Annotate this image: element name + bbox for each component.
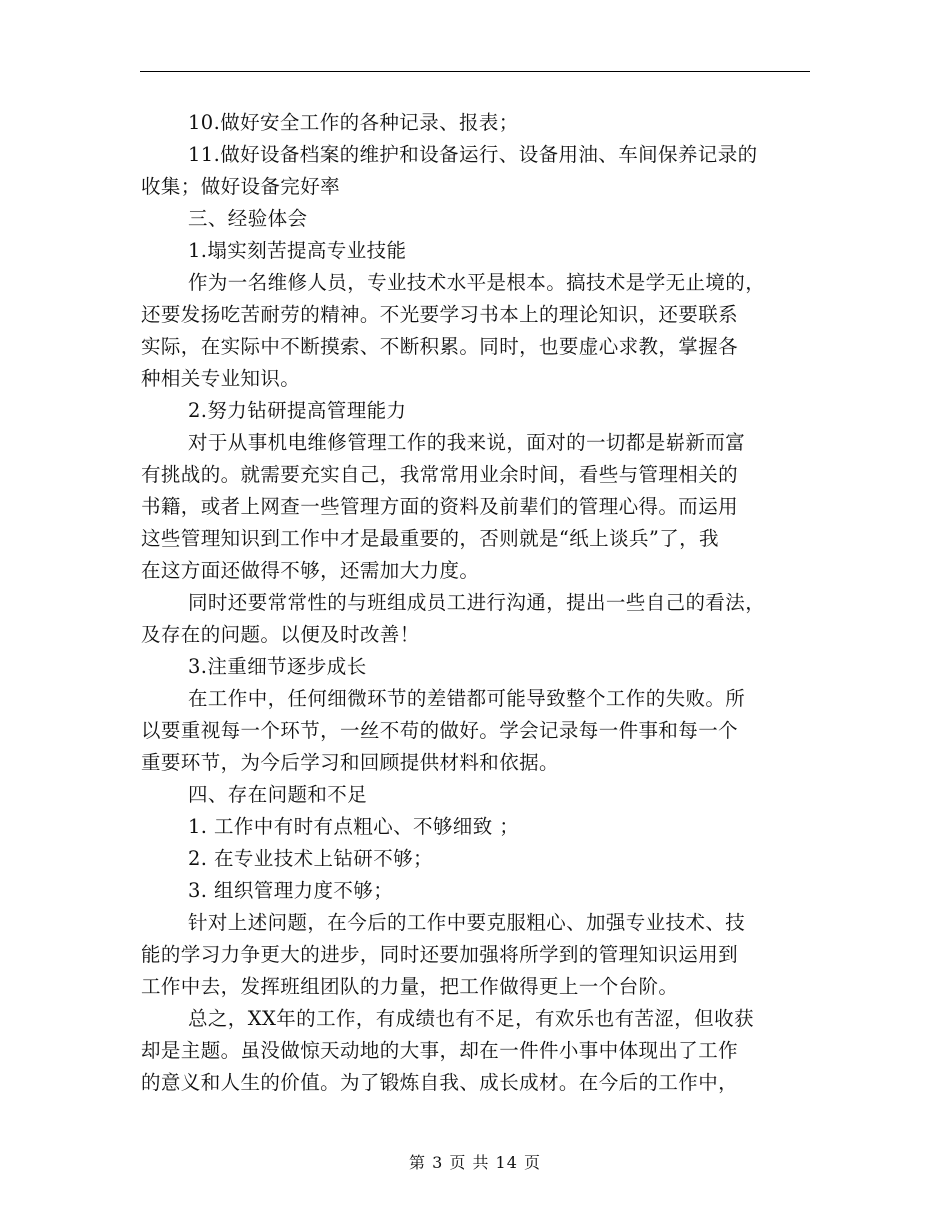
text-line: 收集；做好设备完好率 xyxy=(141,175,341,198)
text-line: 以要重视每一个环节，一丝不苟的做好。学会记录每一件事和每一个 xyxy=(141,719,739,742)
text-line: 能的学习力争更大的进步，同时还要加强将所学到的管理知识运用到 xyxy=(141,943,739,966)
text-line: 1.塌实刻苦提高专业技能 xyxy=(188,239,407,262)
text-line: 10.做好安全工作的各种记录、报表； xyxy=(188,111,519,134)
text-line: 实际，在实际中不断摸索、不断积累。同时，也要虚心求教，掌握各 xyxy=(141,335,739,358)
text-line: 3.注重细节逐步成长 xyxy=(188,655,367,678)
text-line: 11.做好设备档案的维护和设备运行、设备用油、车间保养记录的 xyxy=(188,143,758,166)
text-line: 1. 工作中有时有点粗心、不够细致 ； xyxy=(188,815,520,838)
text-line: 三、经验体会 xyxy=(188,207,308,230)
text-line: 的意义和人生的价值。为了锻炼自我、成长成材。在今后的工作中， xyxy=(141,1071,739,1094)
text-line: 2. 在专业技术上钻研不够； xyxy=(188,847,433,870)
text-line: 种相关专业知识。 xyxy=(141,367,301,390)
text-line: 及存在的问题。以便及时改善！ xyxy=(141,623,420,646)
text-line: 书籍，或者上网查一些管理方面的资料及前辈们的管理心得。而运用 xyxy=(141,495,739,518)
text-line: 工作中去，发挥班组团队的力量，把工作做得更上一个台阶。 xyxy=(141,975,679,998)
text-line: 却是主题。虽没做惊天动地的大事，却在一件件小事中体现出了工作 xyxy=(141,1039,739,1062)
header-divider xyxy=(140,71,810,72)
text-line: 同时还要常常性的与班组成员工进行沟通，提出一些自己的看法， xyxy=(188,591,766,614)
text-line: 对于从事机电维修管理工作的我来说，面对的一切都是崭新而富 xyxy=(188,431,746,454)
text-line: 针对上述问题，在今后的工作中要克服粗心、加强专业技术、技 xyxy=(188,911,746,934)
text-line: 作为一名维修人员，专业技术水平是根本。搞技术是学无止境的， xyxy=(188,271,766,294)
text-line: 有挑战的。就需要充实自己，我常常用业余时间，看些与管理相关的 xyxy=(141,463,739,486)
text-line: 3. 组织管理力度不够； xyxy=(188,879,394,902)
text-line: 总之，XX年的工作，有成绩也有不足，有欢乐也有苦涩，但收获 xyxy=(188,1007,754,1030)
text-line: 四、存在问题和不足 xyxy=(188,783,368,806)
text-line: 2.努力钻研提高管理能力 xyxy=(188,399,407,422)
text-line: 这些管理知识到工作中才是最重要的，否则就是“纸上谈兵”了，我 xyxy=(141,527,719,550)
text-line: 重要环节，为今后学习和回顾提供材料和依据。 xyxy=(141,751,559,774)
text-line: 在工作中，任何细微环节的差错都可能导致整个工作的失败。所 xyxy=(188,687,746,710)
text-line: 还要发扬吃苦耐劳的精神。不光要学习书本上的理论知识，还要联系 xyxy=(141,303,739,326)
text-line: 在这方面还做得不够，还需加大力度。 xyxy=(141,559,480,582)
document-body xyxy=(141,107,811,1099)
page-number: 第 3 页 共 14 页 xyxy=(409,1153,541,1172)
